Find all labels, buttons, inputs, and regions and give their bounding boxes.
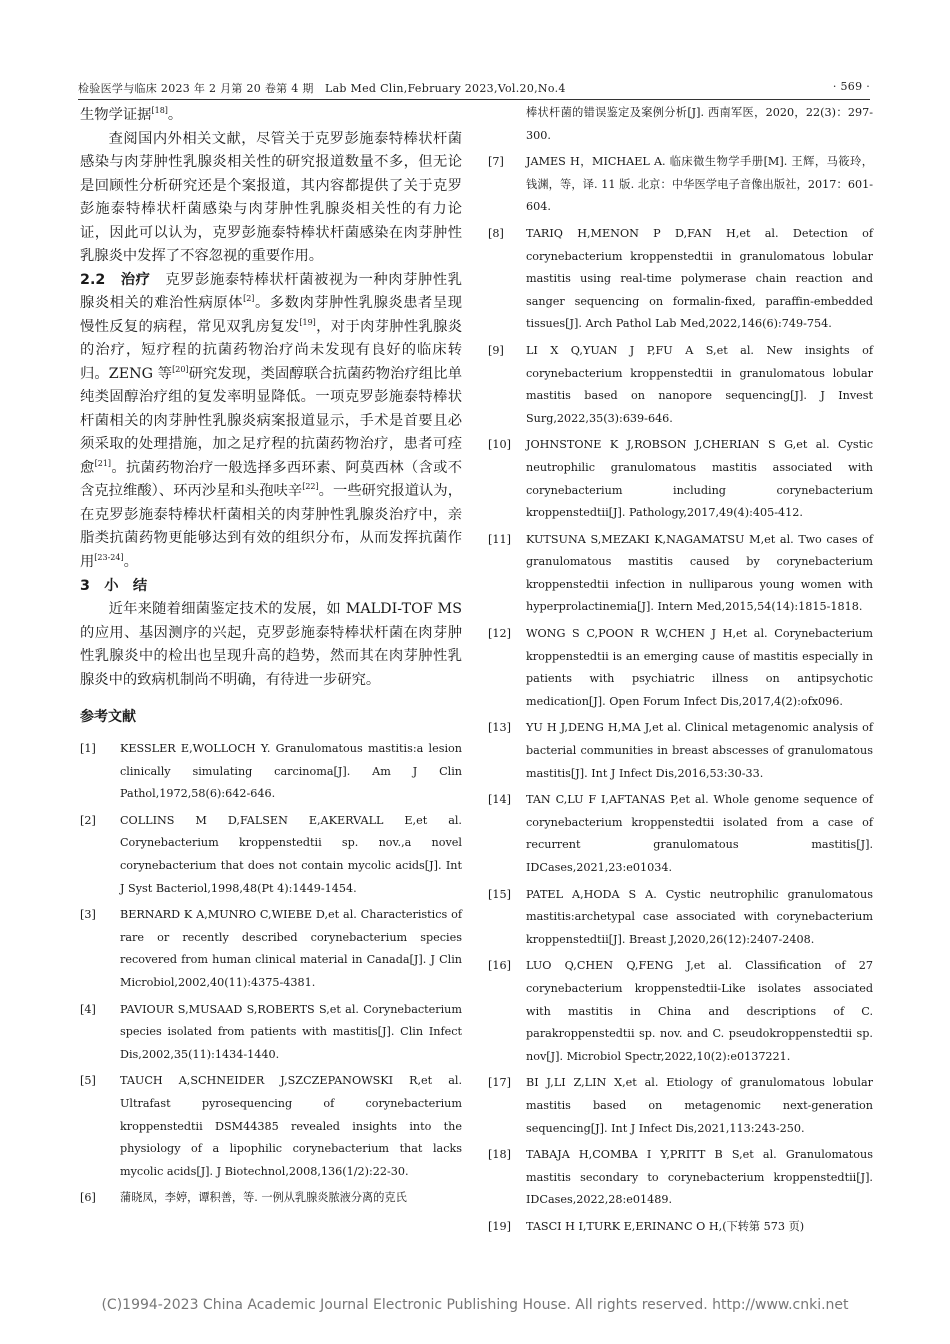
section-2-2-treatment: 2.2 治疗 克罗彭施泰特棒状杆菌被视为一种肉芽肿性乳腺炎相关的难治性病原体[2]。多数肉芽肿性乳腺炎患者呈现慢性反复的病程，常见双乳房复发[19]，对于肉芽肿性乳腺炎的治疗，短疗程的抗菌药物治疗尚未发现有良好的临床转归。ZENG 等[20]研究发现，类固醇联合抗菌药物治疗组比单纯类固醇治疗组的复发率明显降低。一项克罗彭施泰特棒状杆菌相关的肉芽肿性乳腺炎病案报道显示，手术是首要且必须采取的处理措施，加之足疗程的抗菌药物治疗，患者可痊愈[21]。抗菌药物治疗一般选择多西环素、阿莫西林（含或不含克拉维酸）、环丙沙星和头孢呋辛[22]。一些研究报道认为，在克罗彭施泰特棒状杆菌相关的肉芽肿性乳腺炎治疗中，亲脂类抗菌药物更能够达到有效的组织分布，从而发挥抗菌作用[23-24]。	[80, 271, 463, 570]
reference-item: [6] 蒲晓凤，李婷，谭积善，等. 一例从乳腺炎脓液分离的克氏	[80, 1191, 407, 1205]
reference-item: [3] BERNARD K A,MUNRO C,WIEBE D,et al. Characteristics of rare or recently described corynebacterium species recovered from human clinical material in Canada[J]. J Clin Microbiol,2002,40(11):4375-4381.	[80, 908, 462, 989]
reference-item: [1] KESSLER E,WOLLOCH Y. Granulomatous mastitis:a lesion clinically simulating carcinoma[J]. Am J Clin Pathol,1972,58(6):642-646.	[80, 742, 462, 801]
copyright-footer: (C)1994-2023 China Academic Journal Electronic Publishing House. All rights reserved. http://www.cnki.net	[101, 1297, 849, 1313]
reference-item: [17] BI J,LI Z,LIN X,et al. Etiology of granulomatous lobular mastitis based on metagenomic next-generation sequencing[J]. Int J Infect Dis,2021,113:243-250.	[488, 1076, 873, 1135]
left-column	[80, 104, 462, 1214]
reference-item: [7] JAMES H，MICHAEL A. 临床微生物学手册[M]. 王辉，马筱玲，钱渊，等，译. 11 版. 北京：中华医学电子音像出版社，2017：601-604.	[488, 155, 873, 214]
section-3-title: 3 小 结	[80, 578, 148, 594]
paragraph-literature-review: 查阅国内外相关文献，尽管关于克罗彭施泰特棒状杆菌感染与肉芽肿性乳腺炎相关性的研究报道数量不多，但无论是回顾性分析研究还是个案报道，其内容都提供了关于克罗彭施泰特棒状杆菌感染与肉芽肿性乳腺炎相关性的有力论证，因此可以认为，克罗彭施泰特棒状杆菌感染在肉芽肿性乳腺炎中发挥了不容忽视的重要作用。	[80, 130, 462, 264]
reference-item: [19] TASCI H I,TURK E,ERINANC O H,(下转第 573 页)	[488, 1219, 805, 1233]
reference-item: [16] LUO Q,CHEN Q,FENG J,et al. Classification of 27 corynebacterium kroppenstedtii-Like isolates associated with mastitis in China and descriptions of C. parakroppenstedtii sp. nov. and C. pseudokroppenstedtii sp. nov[J]. Microbiol Spectr,2022,10(2):e0137221.	[488, 959, 873, 1063]
section-number: 2.2	[80, 271, 106, 288]
reference-list-left	[80, 738, 462, 1210]
reference-item: [14] TAN C,LU F I,AFTANAS P,et al. Whole genome sequence of corynebacterium kroppenstedtii isolated from a case of recurrent granulomatous mastitis[J]. IDCases,2021,23:e01034.	[488, 793, 873, 874]
reference-item: [9] LI X Q,YUAN J P,FU A S,et al. New insights of corynebacterium kroppenstedtii in granulomatous lobular mastitis based on nanopore sequencing[J]. J Invest Surg,2022,35(3):639-646.	[488, 343, 873, 425]
paragraph-evidence-end: 生物学证据[18]。	[80, 106, 183, 123]
page-number: · 569 ·	[832, 80, 870, 93]
reference-item: [2] COLLINS M D,FALSEN E,AKERVALL E,et al. Corynebacterium kroppenstedtii sp. nov.,a novel corynebacterium that does not contain mycolic acids[J]. Int J Syst Bacteriol,1998,48(Pt 4):1449-1454.	[80, 813, 462, 895]
reference-item: [18] TABAJA H,COMBA I Y,PRITT B S,et al. Granulomatous mastitis secondary to corynebacterium kroppenstedtii[J]. IDCases,2022,28:e01489.	[488, 1148, 873, 1207]
reference-item: [4] PAVIOUR S,MUSAAD S,ROBERTS S,et al. Corynebacterium species isolated from patients with mastitis[J]. Clin Infect Dis,2002,35(11):1434-1440.	[80, 1002, 462, 1061]
right-column	[488, 102, 873, 1243]
reference-item: [15] PATEL A,HODA S A. Cystic neutrophilic granulomatous mastitis:archetypal case associated with corynebacterium kroppenstedtii[J]. Breast J,2020,26(12):2407-2408.	[488, 887, 873, 946]
running-header	[78, 80, 870, 100]
reference-continuation: 棒状杆菌的错误鉴定及案例分析[J]. 西南军医，2020，22(3)：297-300.	[526, 106, 873, 142]
reference-item: [8] TARIQ H,MENON P D,FAN H,et al. Detection of corynebacterium kroppenstedtii in granulomatous lobular mastitis using real-time polymerase chain reaction and sanger sequencing on formalin-fixed, paraffin-embedded tissues[J]. Arch Pathol Lab Med,2022,146(6):749-754.	[488, 226, 873, 331]
journal-citation: 检验医学与临床 2023 年 2 月第 20 卷第 4 期 Lab Med Clin,February 2023,Vol.20,No.4	[78, 82, 566, 95]
reference-item: [5] TAUCH A,SCHNEIDER J,SZCZEPANOWSKI R,et al. Ultrafast pyrosequencing of corynebacterium kroppenstedtii DSM44385 revealed insights into the physiology of a lipophilic corynebacterium that lacks mycolic acids[J]. J Biotechnol,2008,136(1/2):22-30.	[80, 1074, 462, 1178]
section-title: 治疗	[120, 271, 151, 288]
reference-item: [10] JOHNSTONE K J,ROBSON J,CHERIAN S G,et al. Cystic neutrophilic granulomatous mastitis associated with corynebacterium including corynebacterium kroppenstedtii[J]. Pathology,2017,49(4):405-412.	[488, 438, 873, 520]
reference-item: [11] KUTSUNA S,MEZAKI K,NAGAMATSU M,et al. Two cases of granulomatous mastitis caused by corynebacterium kroppenstedtii infection in nulliparous young women with hyperprolactinemia[J]. Intern Med,2015,54(14):1815-1818.	[488, 532, 873, 614]
header-rule	[78, 99, 870, 100]
paragraph-summary: 近年来随着细菌鉴定技术的发展，如 MALDI-TOF MS 的应用、基因测序的兴起，克罗彭施泰特棒状杆菌在肉芽肿性乳腺炎中的检出也呈现升高的趋势，然而其在肉芽肿性乳腺炎中的致病机制尚不明确，有待进一步研究。	[80, 601, 462, 688]
reference-item: [13] YU H J,DENG H,MA J,et al. Clinical metagenomic analysis of bacterial communities in breast abscesses of granulomatous mastitis[J]. Int J Infect Dis,2016,53:30-33.	[488, 721, 873, 780]
references-heading: 参考文献	[80, 709, 136, 725]
reference-item: [12] WONG S C,POON R W,CHEN J H,et al. Corynebacterium kroppenstedtii is an emerging cause of mastitis especially in patients with psychiatric illness on antipsychotic medication[J]. Open Forum Infect Dis,2017,4(2):ofx096.	[488, 627, 873, 708]
